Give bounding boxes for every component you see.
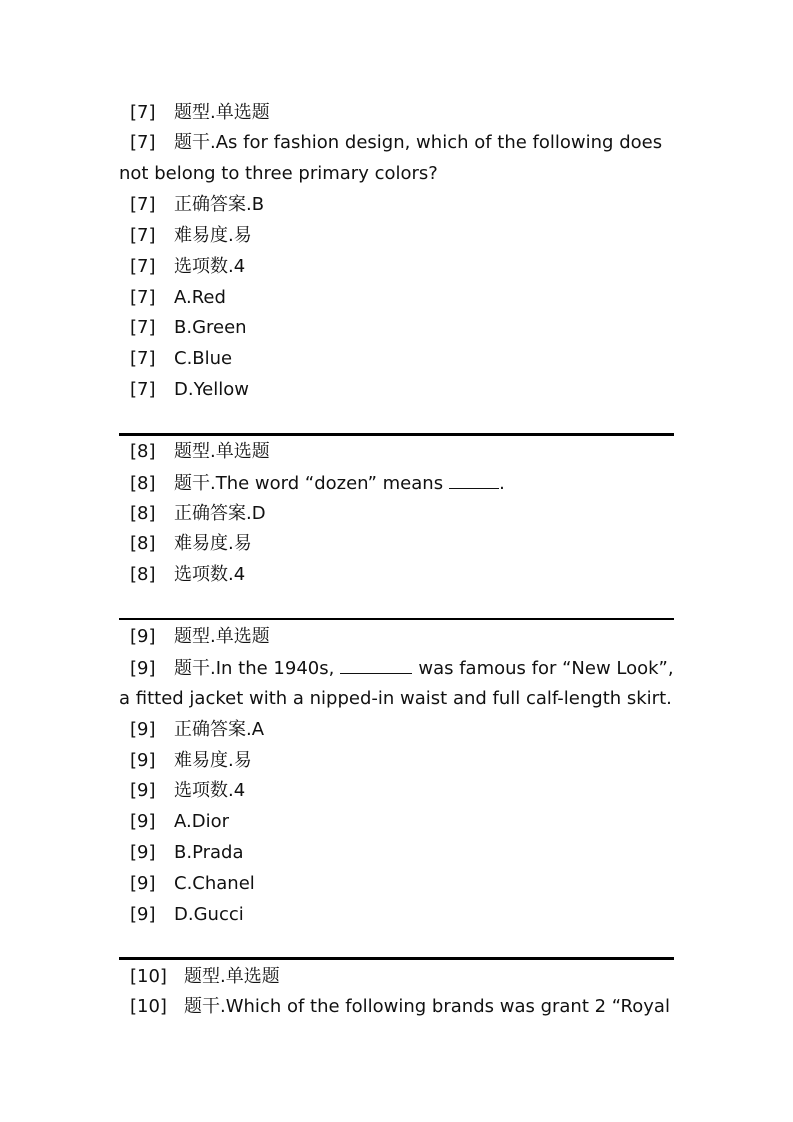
q7-tag: [7] xyxy=(130,287,156,308)
q9-difficulty: 难易度.易 xyxy=(174,750,252,771)
q10-tag: [10] xyxy=(130,996,167,1017)
q7-answer: 正确答案.B xyxy=(174,194,265,215)
q7-tag: [7] xyxy=(130,102,156,123)
q7-tag: [7] xyxy=(130,317,156,338)
q8-tag: [8] xyxy=(130,473,156,494)
section-divider xyxy=(119,618,674,620)
q7-tag: [7] xyxy=(130,256,156,277)
q7-option-d xyxy=(130,379,249,401)
q8-tag: [8] xyxy=(130,503,156,524)
q7-option-d-text: D.Yellow xyxy=(174,379,249,400)
q10-type: 题型.单选题 xyxy=(184,966,280,987)
q9-answer-blank xyxy=(340,657,412,674)
q9-option-a-text: A.Dior xyxy=(174,811,229,832)
q9-difficulty-line xyxy=(130,750,252,772)
q9-type: 题型.单选题 xyxy=(174,626,270,647)
q7-stem: 题干.As for fashion design, which of the following does xyxy=(174,132,663,153)
q8-answer-blank xyxy=(449,472,499,489)
q8-stem: 题干.The word “dozen” means xyxy=(174,473,444,494)
q7-option-b-text: B.Green xyxy=(174,317,247,338)
q7-type-line xyxy=(130,102,270,124)
q9-tag: [9] xyxy=(130,811,156,832)
q8-type-line xyxy=(130,441,270,463)
q9-tag: [9] xyxy=(130,750,156,771)
q10-stem: 题干.Which of the following brands was grant 2 “Royal xyxy=(184,996,670,1017)
q9-option-count-line xyxy=(130,780,245,802)
q9-tag: [9] xyxy=(130,842,156,863)
q7-option-c xyxy=(130,348,232,370)
q8-answer: 正确答案.D xyxy=(174,503,266,524)
q7-tag: [7] xyxy=(130,225,156,246)
q9-option-b xyxy=(130,842,244,864)
q7-option-count-line xyxy=(130,256,245,278)
q8-difficulty-line xyxy=(130,533,252,555)
q9-option-count: 选项数.4 xyxy=(174,780,246,801)
q9-option-d-text: D.Gucci xyxy=(174,904,244,925)
q7-option-b xyxy=(130,317,247,339)
q8-option-count: 选项数.4 xyxy=(174,564,246,585)
q9-stem-continuation: a fitted jacket with a nipped-in waist and full calf-length skirt. xyxy=(119,688,672,709)
q9-option-a xyxy=(130,811,229,833)
q7-stem-line xyxy=(130,132,662,154)
q7-option-c-text: C.Blue xyxy=(174,348,233,369)
q7-answer-line xyxy=(130,194,264,216)
q9-stem-end: was famous for “New Look”, xyxy=(418,658,674,679)
q10-tag: [10] xyxy=(130,966,167,987)
q7-option-a xyxy=(130,287,226,309)
q8-type: 题型.单选题 xyxy=(174,441,270,462)
q10-stem-line xyxy=(130,996,670,1018)
q8-answer-line xyxy=(130,503,266,525)
q8-tag: [8] xyxy=(130,533,156,554)
q9-tag: [9] xyxy=(130,904,156,925)
q8-stem-line xyxy=(130,472,505,495)
q9-option-c-text: C.Chanel xyxy=(174,873,255,894)
q9-option-b-text: B.Prada xyxy=(174,842,244,863)
q9-stem: 题干.In the 1940s, xyxy=(174,658,335,679)
q7-tag: [7] xyxy=(130,348,156,369)
q8-stem-end: . xyxy=(499,473,505,494)
q7-difficulty: 难易度.易 xyxy=(174,225,252,246)
q7-tag: [7] xyxy=(130,379,156,400)
q7-option-count: 选项数.4 xyxy=(174,256,246,277)
q8-tag: [8] xyxy=(130,441,156,462)
q9-type-line xyxy=(130,626,270,648)
q9-tag: [9] xyxy=(130,780,156,801)
q10-type-line xyxy=(130,966,280,988)
q7-stem-continuation: not belong to three primary colors? xyxy=(119,163,438,184)
q9-tag: [9] xyxy=(130,873,156,894)
section-divider xyxy=(119,433,674,436)
q7-option-a-text: A.Red xyxy=(174,287,226,308)
q9-option-d xyxy=(130,904,244,926)
q8-tag: [8] xyxy=(130,564,156,585)
q7-type: 题型.单选题 xyxy=(174,102,270,123)
section-divider xyxy=(119,957,674,960)
q9-tag: [9] xyxy=(130,658,156,679)
q8-option-count-line xyxy=(130,564,245,586)
q9-tag: [9] xyxy=(130,626,156,647)
q9-answer-line xyxy=(130,719,264,741)
q7-tag: [7] xyxy=(130,194,156,215)
q9-answer: 正确答案.A xyxy=(174,719,265,740)
q7-tag: [7] xyxy=(130,132,156,153)
q9-option-c xyxy=(130,873,255,895)
q8-difficulty: 难易度.易 xyxy=(174,533,252,554)
q9-tag: [9] xyxy=(130,719,156,740)
q9-stem-line xyxy=(130,657,674,680)
q7-difficulty-line xyxy=(130,225,252,247)
